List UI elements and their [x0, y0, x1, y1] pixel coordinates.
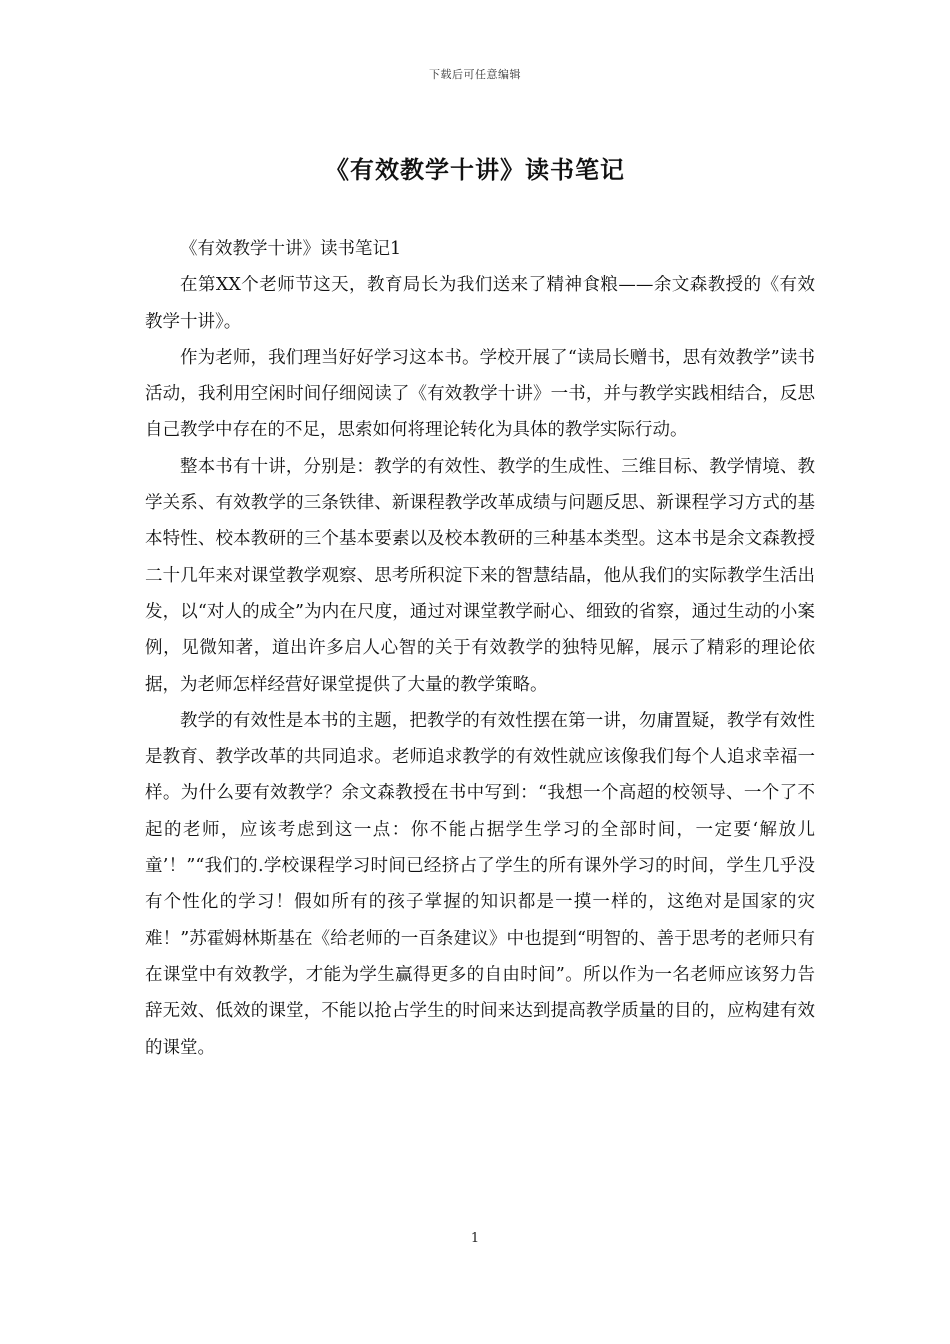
document-title: 《有效教学十讲》读书笔记 — [325, 156, 625, 184]
paragraph: 作为老师，我们理当好好学习这本书。学校开展了“读局长赠书，思有效教学”读书活动，我利用空闲时间仔细阅读了《有效教学十讲》一书，并与教学实践相结合，反思自己教学中存在的不足，思索如何将理论转化为具体的教学实际行动。 — [145, 347, 815, 441]
paragraph: 整本书有十讲，分别是：教学的有效性、教学的生成性、三维目标、教学情境、教学关系、有效教学的三条铁律、新课程教学改革成绩与问题反思、新课程学习方式的基本特性、校本教研的三个基本要素以及校本教研的三种基本类型。这本书是余文森教授二十几年来对课堂教学观察、思考所积淀下来的智慧结晶，他从我们的实际教学生活出发，以“对人的成全”为内在尺度，通过对课堂教学耐心、细致的省察，通过生动的小案例，见微知著，道出许多启人心智的关于有效教学的独特见解，展示了精彩的理论依据，为老师怎样经营好课堂提供了大量的教学策略。 — [145, 456, 815, 695]
paragraph: 在第XX个老师节这天，教育局长为我们送来了精神食粮——余文森教授的《有效教学十讲》。 — [145, 275, 815, 332]
paragraph-subtitle: 《有效教学十讲》读书笔记1 — [180, 239, 402, 259]
document-body — [145, 231, 815, 1066]
page-number: 1 — [470, 1231, 480, 1246]
paragraph: 教学的有效性是本书的主题，把教学的有效性摆在第一讲，勿庸置疑，教学有效性是教育、教学改革的共同追求。老师追求教学的有效性就应该像我们每个人追求幸福一样。为什么要有效教学？余文森教授在书中写到：“我想一个高超的校领导、一个了不起的老师，应该考虑到这一点：你不能占据学生学习的全部时间，一定要‘解放儿童’！”“我们的.学校课程学习时间已经挤占了学生的所有课外学习的时间，学生几乎没有个性化的学习！假如所有的孩子掌握的知识都是一摸一样的，这绝对是国家的灾难！”苏霍姆林斯基在《给老师的一百条建议》中也提到“明智的、善于思考的老师只有在课堂中有效教学，才能为学生赢得更多的自由时间”。所以作为一名老师应该努力告辞无效、低效的课堂，不能以抢占学生的时间来达到提高教学质量的目的，应构建有效的课堂。 — [145, 710, 815, 1058]
page-header-note: 下载后可任意编辑 — [429, 68, 521, 81]
